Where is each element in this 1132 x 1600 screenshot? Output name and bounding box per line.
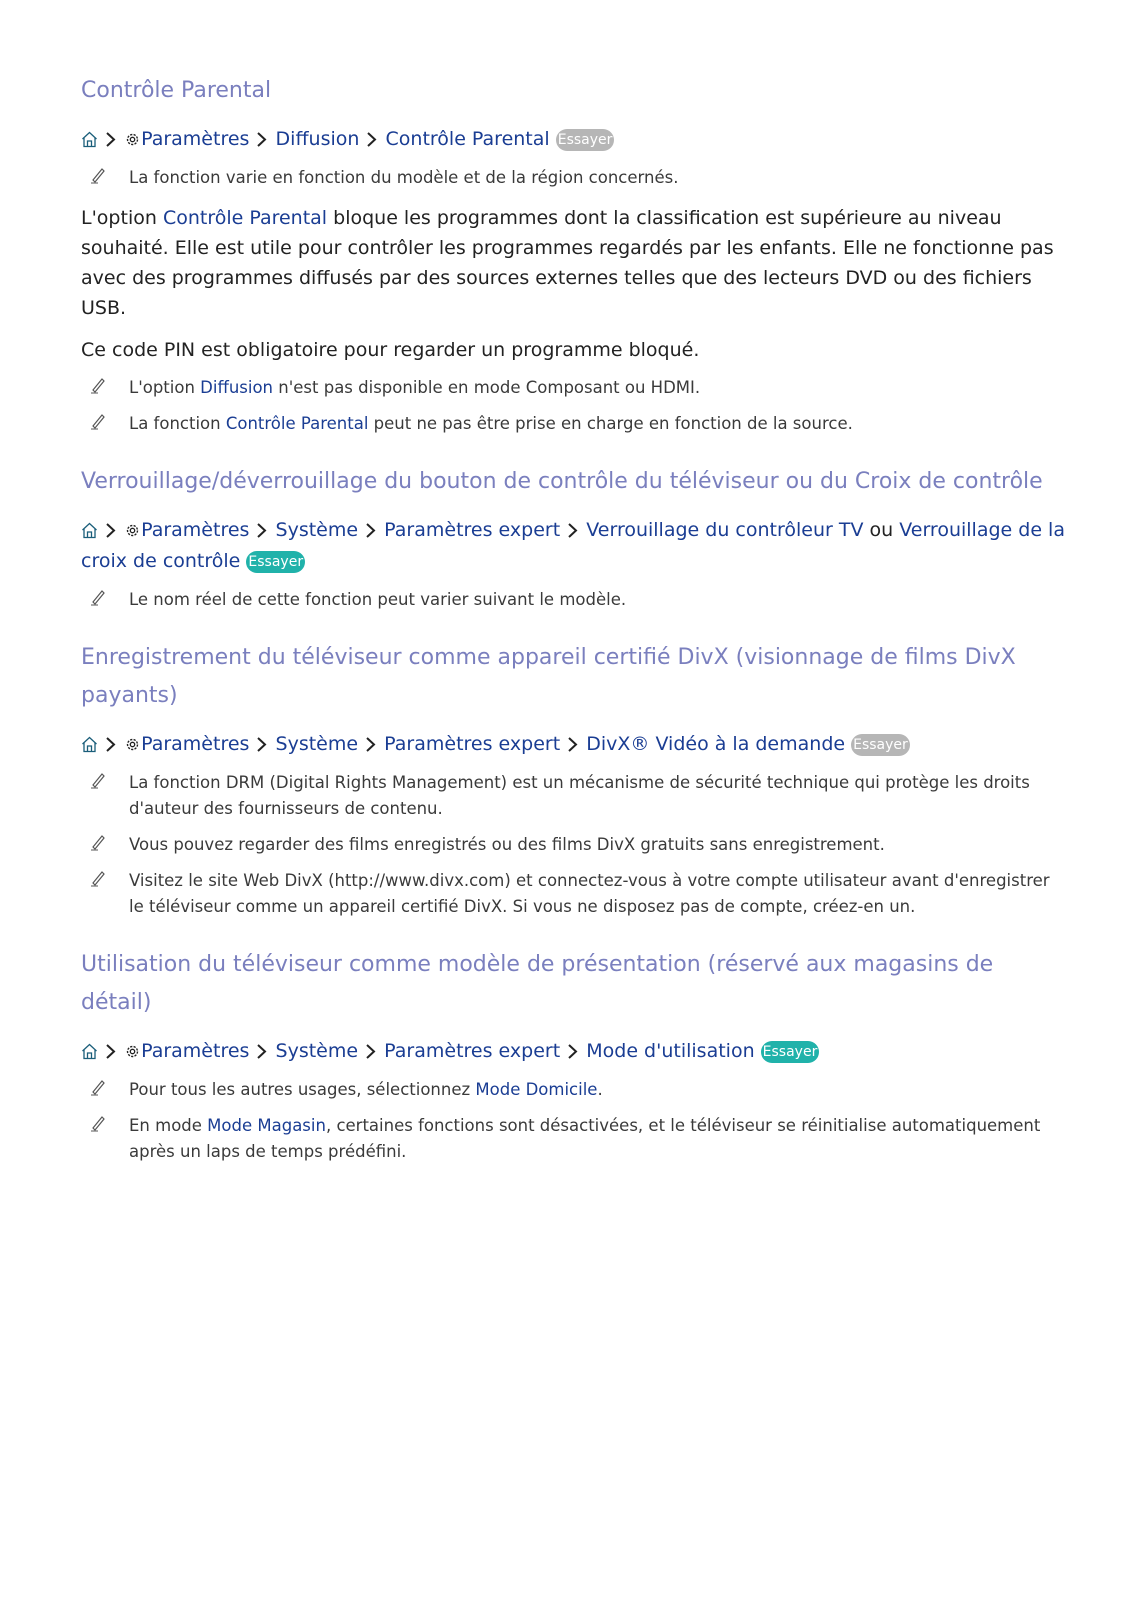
chevron-right-icon: [104, 1040, 118, 1062]
breadcrumb-item-parametres-expert[interactable]: Paramètres expert: [384, 519, 561, 541]
home-icon[interactable]: [81, 1040, 98, 1062]
chevron-right-icon: [104, 733, 118, 755]
note: [81, 165, 1066, 191]
content: [81, 72, 1066, 1165]
gear-icon: [124, 128, 141, 150]
gear-icon: [124, 519, 141, 541]
section-title-parental-control: Contrôle Parental: [81, 78, 272, 103]
note-text: , certaines fonctions sont désactivées, et le téléviseur se réinitialise automatiquement après un laps de temps prédéfini.: [129, 1116, 1041, 1161]
note-text: La fonction varie en fonction du modèle et de la région concernés.: [129, 168, 679, 187]
note-text: .: [597, 1080, 603, 1099]
inline-link[interactable]: Contrôle Parental: [162, 207, 328, 229]
note: [81, 1113, 1066, 1165]
breadcrumb-item-parametres[interactable]: Paramètres: [141, 128, 250, 150]
breadcrumb-item-systeme[interactable]: Système: [275, 519, 359, 541]
pencil-note-icon: [89, 166, 107, 192]
note-text: En mode: [129, 1116, 208, 1135]
pencil-note-icon: [89, 1078, 107, 1104]
chevron-right-icon: [104, 519, 118, 541]
section-title-divx: Enregistrement du téléviseur comme appareil certifié DivX (visionnage de films DivX payants): [81, 645, 1016, 708]
note: [81, 832, 1066, 858]
note: [81, 1077, 1066, 1103]
breadcrumb-item-systeme[interactable]: Système: [275, 733, 359, 755]
chevron-right-icon: [364, 1040, 378, 1062]
breadcrumb-item-usage-mode[interactable]: Mode d'utilisation: [586, 1040, 755, 1062]
note-text: L'option: [129, 378, 201, 397]
chevron-right-icon: [566, 733, 580, 755]
try-button[interactable]: Essayer: [761, 1041, 820, 1063]
paragraph-text: bloque les programmes dont la classification est supérieure au niveau souhaité. Elle est utile pour contrôler les programmes regardés par les enfants. Elle ne fonctionne pas avec des programmes diffusés par des sources externes telles que des lecteurs DVD ou des fichiers USB.: [81, 207, 1054, 319]
try-button[interactable]: Essayer: [246, 551, 305, 573]
section-title-store-demo: Utilisation du téléviseur comme modèle de présentation (réservé aux magasins de détail): [81, 952, 994, 1015]
breadcrumb-item-controle-parental[interactable]: Contrôle Parental: [385, 128, 550, 150]
try-button[interactable]: Essayer: [556, 129, 615, 151]
chevron-right-icon: [255, 1040, 269, 1062]
note-text: Vous pouvez regarder des films enregistrés ou des films DivX gratuits sans enregistrement.: [129, 835, 885, 854]
breadcrumb-or: ou: [869, 519, 894, 541]
note: [81, 375, 1066, 401]
home-icon[interactable]: [81, 128, 98, 150]
breadcrumb-item-parametres[interactable]: Paramètres: [141, 519, 250, 541]
paragraph: [81, 203, 1066, 323]
pencil-note-icon: [89, 412, 107, 438]
inline-link[interactable]: Diffusion: [200, 378, 274, 397]
breadcrumb-divx: [81, 729, 1066, 760]
chevron-right-icon: [566, 519, 580, 541]
breadcrumb-item-parametres-expert[interactable]: Paramètres expert: [384, 1040, 561, 1062]
chevron-right-icon: [104, 128, 118, 150]
breadcrumb-item-cross-lock[interactable]: Verrouillage de la croix de contrôle: [81, 519, 1065, 572]
breadcrumb-item-parametres[interactable]: Paramètres: [141, 733, 250, 755]
note-text: La fonction DRM (Digital Rights Management) est un mécanisme de sécurité technique qui protège les droits d'auteur des fournisseurs de contenu.: [129, 773, 1030, 818]
breadcrumb-item-divx-vod[interactable]: DivX® Vidéo à la demande: [586, 733, 846, 755]
breadcrumb-item-parametres[interactable]: Paramètres: [141, 1040, 250, 1062]
paragraph-text: L'option: [81, 207, 163, 229]
gear-icon: [124, 1040, 141, 1062]
home-icon[interactable]: [81, 519, 98, 541]
chevron-right-icon: [255, 128, 269, 150]
chevron-right-icon: [566, 1040, 580, 1062]
note-text: Pour tous les autres usages, sélectionnez: [129, 1080, 476, 1099]
note: [81, 587, 1066, 613]
pencil-note-icon: [89, 869, 107, 895]
note: [81, 868, 1066, 920]
pencil-note-icon: [89, 833, 107, 859]
paragraph: Ce code PIN est obligatoire pour regarder un programme bloqué.: [81, 339, 700, 361]
note-text: n'est pas disponible en mode Composant ou HDMI.: [273, 378, 701, 397]
note-text: La fonction: [129, 414, 226, 433]
gear-icon: [124, 733, 141, 755]
inline-link[interactable]: Contrôle Parental: [225, 414, 369, 433]
note-text: peut ne pas être prise en charge en fonction de la source.: [368, 414, 853, 433]
chevron-right-icon: [255, 733, 269, 755]
note: [81, 770, 1066, 822]
pencil-note-icon: [89, 588, 107, 614]
breadcrumb-store-demo: [81, 1036, 1066, 1067]
pencil-note-icon: [89, 1114, 107, 1140]
pencil-note-icon: [89, 376, 107, 402]
chevron-right-icon: [255, 519, 269, 541]
chevron-right-icon: [364, 733, 378, 755]
section-title-lock-controls: Verrouillage/déverrouillage du bouton de contrôle du téléviseur ou du Croix de contrôle: [81, 469, 1043, 494]
inline-link[interactable]: Mode Magasin: [207, 1116, 326, 1135]
note-text: Le nom réel de cette fonction peut varier suivant le modèle.: [129, 590, 627, 609]
inline-link[interactable]: Mode Domicile: [475, 1080, 598, 1099]
home-icon[interactable]: [81, 733, 98, 755]
breadcrumb-item-tv-controller-lock[interactable]: Verrouillage du contrôleur TV: [586, 519, 864, 541]
try-button[interactable]: Essayer: [851, 734, 910, 756]
chevron-right-icon: [365, 128, 379, 150]
breadcrumb-item-diffusion[interactable]: Diffusion: [275, 128, 360, 150]
breadcrumb-item-systeme[interactable]: Système: [275, 1040, 359, 1062]
pencil-note-icon: [89, 771, 107, 797]
note: [81, 411, 1066, 437]
note-text: Visitez le site Web DivX (http://www.divx.com) et connectez-vous à votre compte utilisateur avant d'enregistrer le téléviseur comme un appareil certifié DivX. Si vous ne disposez pas de compte, créez-en un.: [129, 871, 1050, 916]
breadcrumb-lock-controls: [81, 515, 1066, 577]
breadcrumb-parental-control: [81, 124, 1066, 155]
chevron-right-icon: [364, 519, 378, 541]
breadcrumb-item-parametres-expert[interactable]: Paramètres expert: [384, 733, 561, 755]
